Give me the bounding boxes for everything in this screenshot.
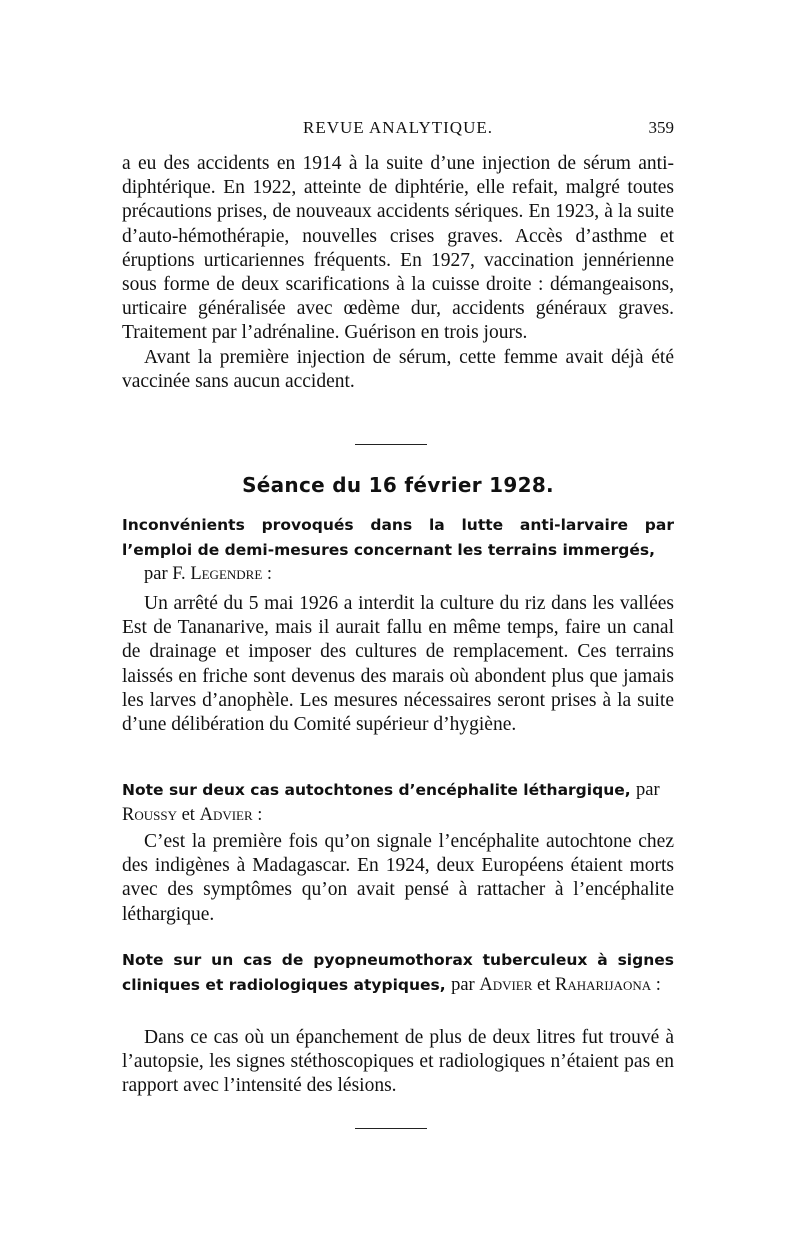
article-title: Inconvénients provoqués dans la lutte anti-larvaire par l’emploi de demi-mesures concernant les terrains immergés, xyxy=(122,516,674,559)
byline-colon: : xyxy=(252,804,263,825)
article-abstract: Dans ce cas où un épanchement de plus de deux litres fut trouvé à l’autopsie, les signes stéthoscopiques et radiologiques n’étaient pas en rapport avec l’intensité des lésions. xyxy=(122,1027,674,1097)
continued-paragraph: a eu des accidents en 1914 à la suite d’une injection de sérum anti-diphtérique. En 1922, atteinte de diphtérie, elle refait, malgré toutes précautions prises, de nouveaux accidents sériques. En 1923, à la suite d’auto-hémothérapie, nouvelles crises graves. Accès d’asthme et éruptions urticariennes fréquents. En 1927, vaccination jennérienne sous forme de deux scarifications à la cuisse droite : démangeaisons, urticaire généralisée avec œdème dur, accidents généraux graves. Traitement par l’adrénaline. Guérison en trois jours. xyxy=(122,153,674,344)
article-heading xyxy=(122,513,674,587)
author-name: Raharijaona xyxy=(555,974,652,995)
article-byline xyxy=(636,780,660,800)
page-number: 359 xyxy=(648,118,674,137)
continued-paragraph-2: Avant la première injection de sérum, cette femme avait déjà été vaccinée sans aucun accident. xyxy=(122,346,674,392)
author-name: Roussy xyxy=(122,804,177,825)
running-head xyxy=(122,118,674,142)
article-title: Note sur un cas de pyopneumothorax tuberculeux à signes cliniques et radiologiques atypiques, xyxy=(122,951,674,994)
running-title: REVUE ANALYTIQUE. xyxy=(303,118,493,137)
byline-prefix: par xyxy=(636,780,660,800)
section-divider xyxy=(355,444,427,445)
article-byline xyxy=(122,562,674,587)
continued-abstract xyxy=(122,152,674,394)
article-byline xyxy=(451,975,661,995)
author-conjunction: et xyxy=(537,974,551,995)
article-title: Note sur deux cas autochtones d’encéphalite léthargique, xyxy=(122,781,631,799)
author-name: Advier xyxy=(199,804,253,825)
article-abstract: Un arrêté du 5 mai 1926 a interdit la culture du riz dans les vallées Est de Tananarive, mais il aurait fallu en même temps, faire un canal de drainage et imposer des cultures de remplacement. Ces terrains laissés en friche sont devenus des marais où abondent plus que jamais les larves d’anophèle. Les mesures nécessaires seront prises à la suite d’une délibération du Comité supérieur d’hygiène. xyxy=(122,593,674,736)
article-authors xyxy=(122,803,674,828)
byline-prefix: par xyxy=(451,974,475,995)
article-heading xyxy=(122,778,674,827)
article-heading xyxy=(122,948,674,997)
author-conjunction: et xyxy=(181,804,195,825)
author-name: Advier xyxy=(479,974,533,995)
byline-prefix: par F. xyxy=(144,564,186,584)
article-abstract: C’est la première fois qu’on signale l’encéphalite autochtone chez des indigènes à Madagascar. En 1924, deux Européens étaient morts avec des symptômes qu’on avait pensé à rattacher à l’encéphalite léthargique. xyxy=(122,831,674,925)
byline-colon: : xyxy=(651,974,661,995)
section-divider xyxy=(355,1128,427,1129)
session-heading: Séance du 16 février 1928. xyxy=(242,473,554,497)
author-name: Legendre xyxy=(190,564,263,584)
byline-colon: : xyxy=(262,564,273,584)
